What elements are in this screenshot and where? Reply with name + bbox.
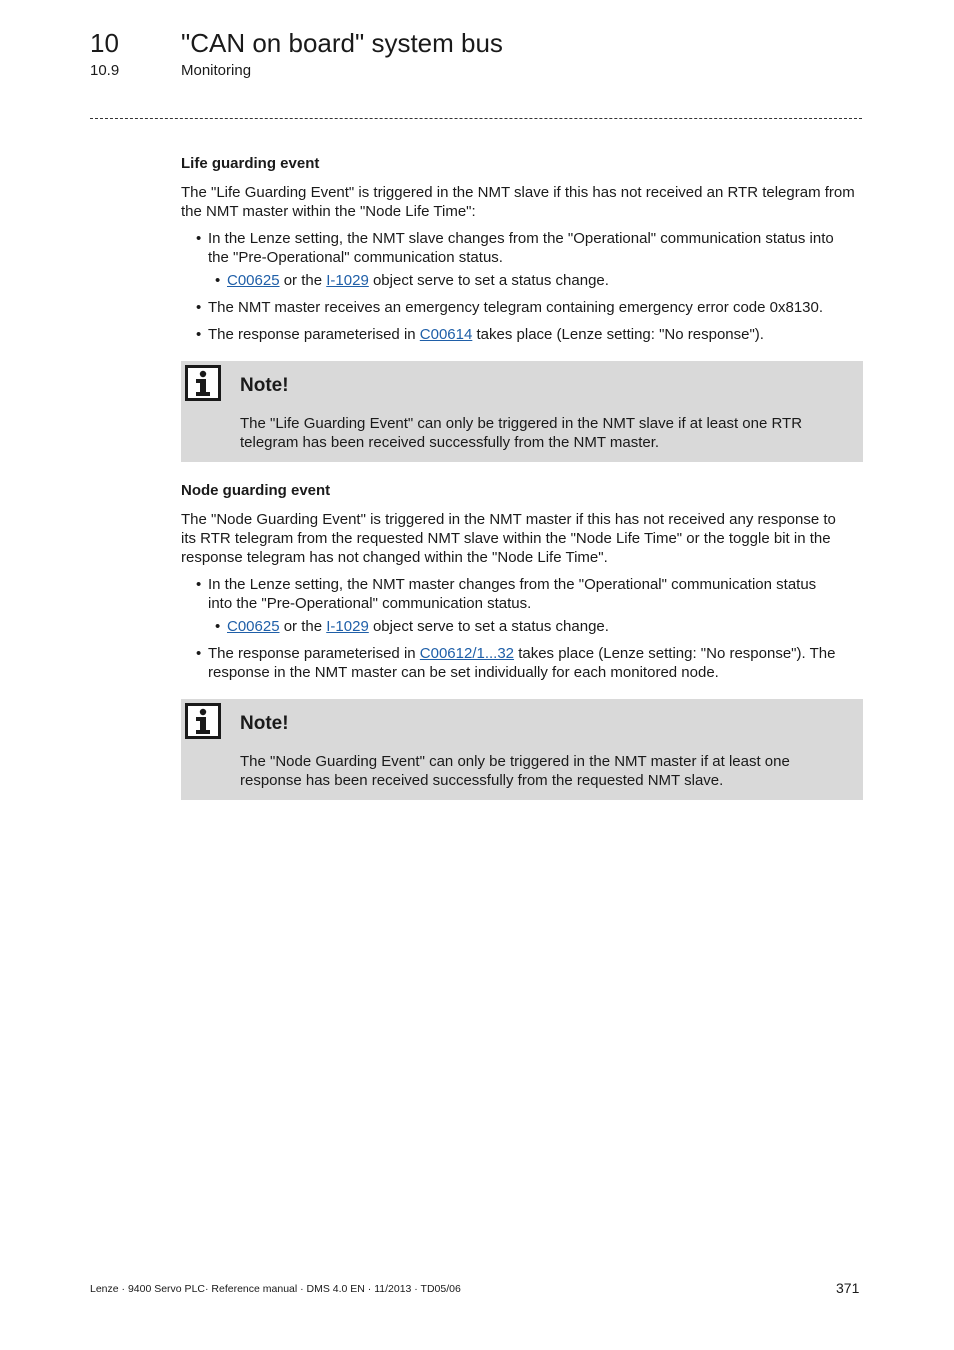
list-item: [196, 575, 863, 613]
bullet-dot: •: [196, 230, 202, 247]
note-box-node-guarding: [181, 699, 863, 800]
note-line: The "Node Guarding Event" can only be triggered in the NMT master if at least one: [240, 753, 790, 770]
bullet-dot: •: [196, 576, 202, 593]
sub-text: or the: [279, 618, 327, 635]
sub-list-item: [215, 617, 863, 636]
bullet-dot: •: [196, 299, 202, 316]
bullet-line: In the Lenze setting, the NMT master changes from the "Operational" communication status: [208, 576, 817, 593]
link-c00625[interactable]: C00625: [227, 618, 280, 635]
bullet-line: [208, 644, 863, 663]
section-number: 10.9: [90, 62, 120, 79]
bullet-text: The NMT master receives an emergency telegram containing emergency error code 0x8130.: [208, 299, 824, 316]
bullet-dot: •: [196, 645, 202, 662]
chapter-number: 10: [90, 28, 119, 58]
bullet-line: response in the NMT master can be set individually for each monitored node.: [208, 664, 719, 681]
note-line: The "Life Guarding Event" can only be triggered in the NMT slave if at least one RTR: [240, 415, 803, 432]
link-c00614[interactable]: C00614: [419, 326, 473, 343]
link-i-1029[interactable]: I-1029: [326, 618, 369, 635]
chapter-title: "CAN on board" system bus: [181, 28, 503, 58]
sub-text: object serve to set a status change.: [368, 272, 609, 289]
note-title: Note!: [240, 375, 289, 396]
life-guarding-intro: [181, 183, 863, 221]
intro-line: The "Life Guarding Event" is triggered in the NMT slave if this has not received an RTR telegram from: [181, 184, 855, 201]
sub-text: object serve to set a status change.: [368, 618, 609, 635]
life-guarding-heading: Life guarding event: [181, 155, 320, 172]
info-icon: [185, 365, 221, 401]
bullet-line: into the "Pre-Operational" communication status.: [208, 595, 532, 612]
header-divider: [90, 118, 862, 119]
node-guarding-intro: [181, 510, 863, 567]
link-i-1029[interactable]: I-1029: [326, 272, 369, 289]
bullet-text: The response parameterised in: [208, 326, 420, 343]
intro-line: its RTR telegram from the requested NMT slave within the "Node Life Time" or the toggle bit in the: [181, 530, 831, 547]
list-item: [196, 298, 863, 317]
bullet-dot: •: [215, 618, 221, 635]
sub-list-item: [215, 271, 863, 290]
intro-line: the NMT master within the "Node Life Time":: [181, 203, 476, 220]
intro-line: The "Node Guarding Event" is triggered in the NMT master if this has not received any response to: [181, 511, 836, 528]
footer-doc-info: Lenze · 9400 Servo PLC· Reference manual · DMS 4.0 EN · 11/2013 · TD05/06: [90, 1283, 461, 1295]
note-line: response has been received successfully from the requested NMT slave.: [240, 772, 724, 789]
intro-line: response telegram has not changed within the "Node Life Time".: [181, 549, 608, 566]
list-item: [196, 644, 863, 682]
bullet-line: In the Lenze setting, the NMT slave changes from the "Operational" communication status into: [208, 230, 834, 247]
link-c00625[interactable]: C00625: [227, 272, 280, 289]
bullet-line: the "Pre-Operational" communication status.: [208, 249, 503, 266]
section-title: Monitoring: [181, 62, 252, 79]
note-text: [240, 752, 840, 790]
list-item: [196, 325, 863, 344]
bullet-text: takes place (Lenze setting: "No response"). The: [514, 645, 836, 662]
bullet-dot: •: [215, 272, 221, 289]
info-icon: [185, 703, 221, 739]
note-line: telegram has been received successfully from the NMT master.: [240, 434, 660, 451]
note-text: [240, 414, 840, 452]
list-item: [196, 229, 863, 267]
sub-text: or the: [279, 272, 327, 289]
bullet-text: takes place (Lenze setting: "No response").: [472, 326, 764, 343]
note-box-life-guarding: [181, 361, 863, 462]
note-title: Note!: [240, 713, 289, 734]
page-number: 371: [836, 1280, 860, 1296]
bullet-text: The response parameterised in: [208, 645, 420, 662]
bullet-dot: •: [196, 326, 202, 343]
link-c00612[interactable]: C00612/1...32: [419, 645, 515, 662]
node-guarding-heading: Node guarding event: [181, 482, 331, 499]
